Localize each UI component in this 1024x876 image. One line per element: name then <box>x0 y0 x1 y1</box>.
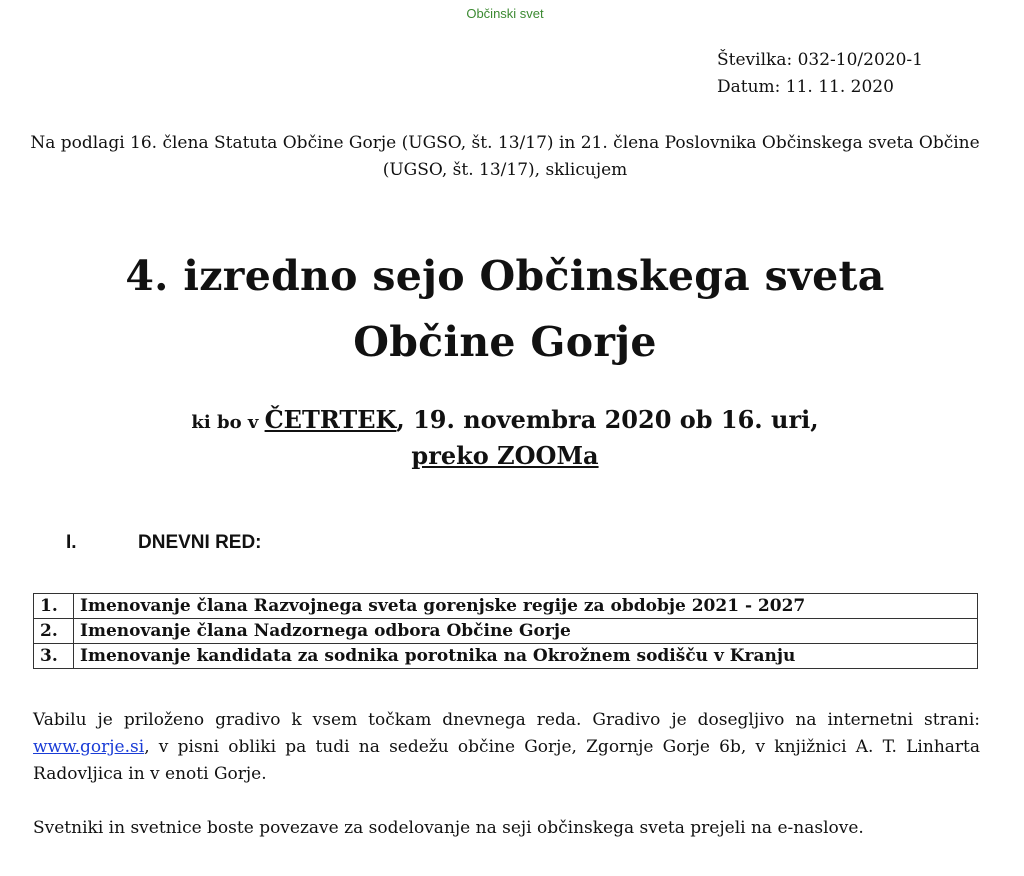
agenda-roman-numeral: I. <box>66 532 77 553</box>
meeting-date-line <box>0 403 1010 439</box>
agenda-heading <box>66 532 262 554</box>
agenda-item-number: 3. <box>34 644 74 669</box>
meeting-date-time: , 19. novembra 2020 ob 16. uri, <box>396 405 819 434</box>
materials-paragraph <box>33 707 980 788</box>
agenda-item-text: Imenovanje kandidata za sodnika porotnika na Okrožnem sodišču v Kranju <box>74 644 978 669</box>
materials-text-start: Vabilu je priloženo gradivo k vsem točkam dnevnega reda. Gradivo je dosegljivo na internetni strani: <box>33 710 980 730</box>
agenda-item-text: Imenovanje člana Razvojnega sveta gorenjske regije za obdobje 2021 - 2027 <box>74 594 978 619</box>
intro-paragraph: Na podlagi 16. člena Statuta Občine Gorje (UGSO, št. 13/17) in 21. člena Poslovnika Občinskega sveta Občine (UGSO, št. 13/17), sklicujem <box>30 133 980 180</box>
agenda-item-number: 1. <box>34 594 74 619</box>
materials-text-end: , v pisni obliki pa tudi na sedežu občine Gorje, Zgornje Gorje 6b, v knjižnici A. T. Linharta Radovljica in v enoti Gorje. <box>33 737 980 784</box>
title-line-1: 4. izredno sejo Občinskega sveta <box>125 252 885 300</box>
meeting-details <box>0 403 1010 472</box>
agenda-item-number: 2. <box>34 619 74 644</box>
council-name: Občinski svet <box>466 6 544 21</box>
agenda-table <box>33 593 978 669</box>
meeting-prefix: ki bo v <box>191 412 265 433</box>
document-title <box>0 243 1010 375</box>
agenda-heading-label: DNEVNI RED: <box>138 532 262 553</box>
agenda-row <box>34 594 978 619</box>
title-line-2: Občine Gorje <box>353 318 657 366</box>
councillors-note: Svetniki in svetnice boste povezave za sodelovanje na seji občinskega sveta prejeli na e-naslove. <box>33 818 864 838</box>
agenda-item-text: Imenovanje člana Nadzornega odbora Občine Gorje <box>74 619 978 644</box>
document-date: Datum: 11. 11. 2020 <box>717 77 894 97</box>
website-link[interactable]: www.gorje.si <box>33 737 145 757</box>
document-number: Številka: 032-10/2020-1 <box>717 50 923 70</box>
meeting-location: preko ZOOMa <box>411 441 599 470</box>
agenda-row <box>34 619 978 644</box>
meeting-day: ČETRTEK <box>264 405 397 434</box>
agenda-row <box>34 644 978 669</box>
